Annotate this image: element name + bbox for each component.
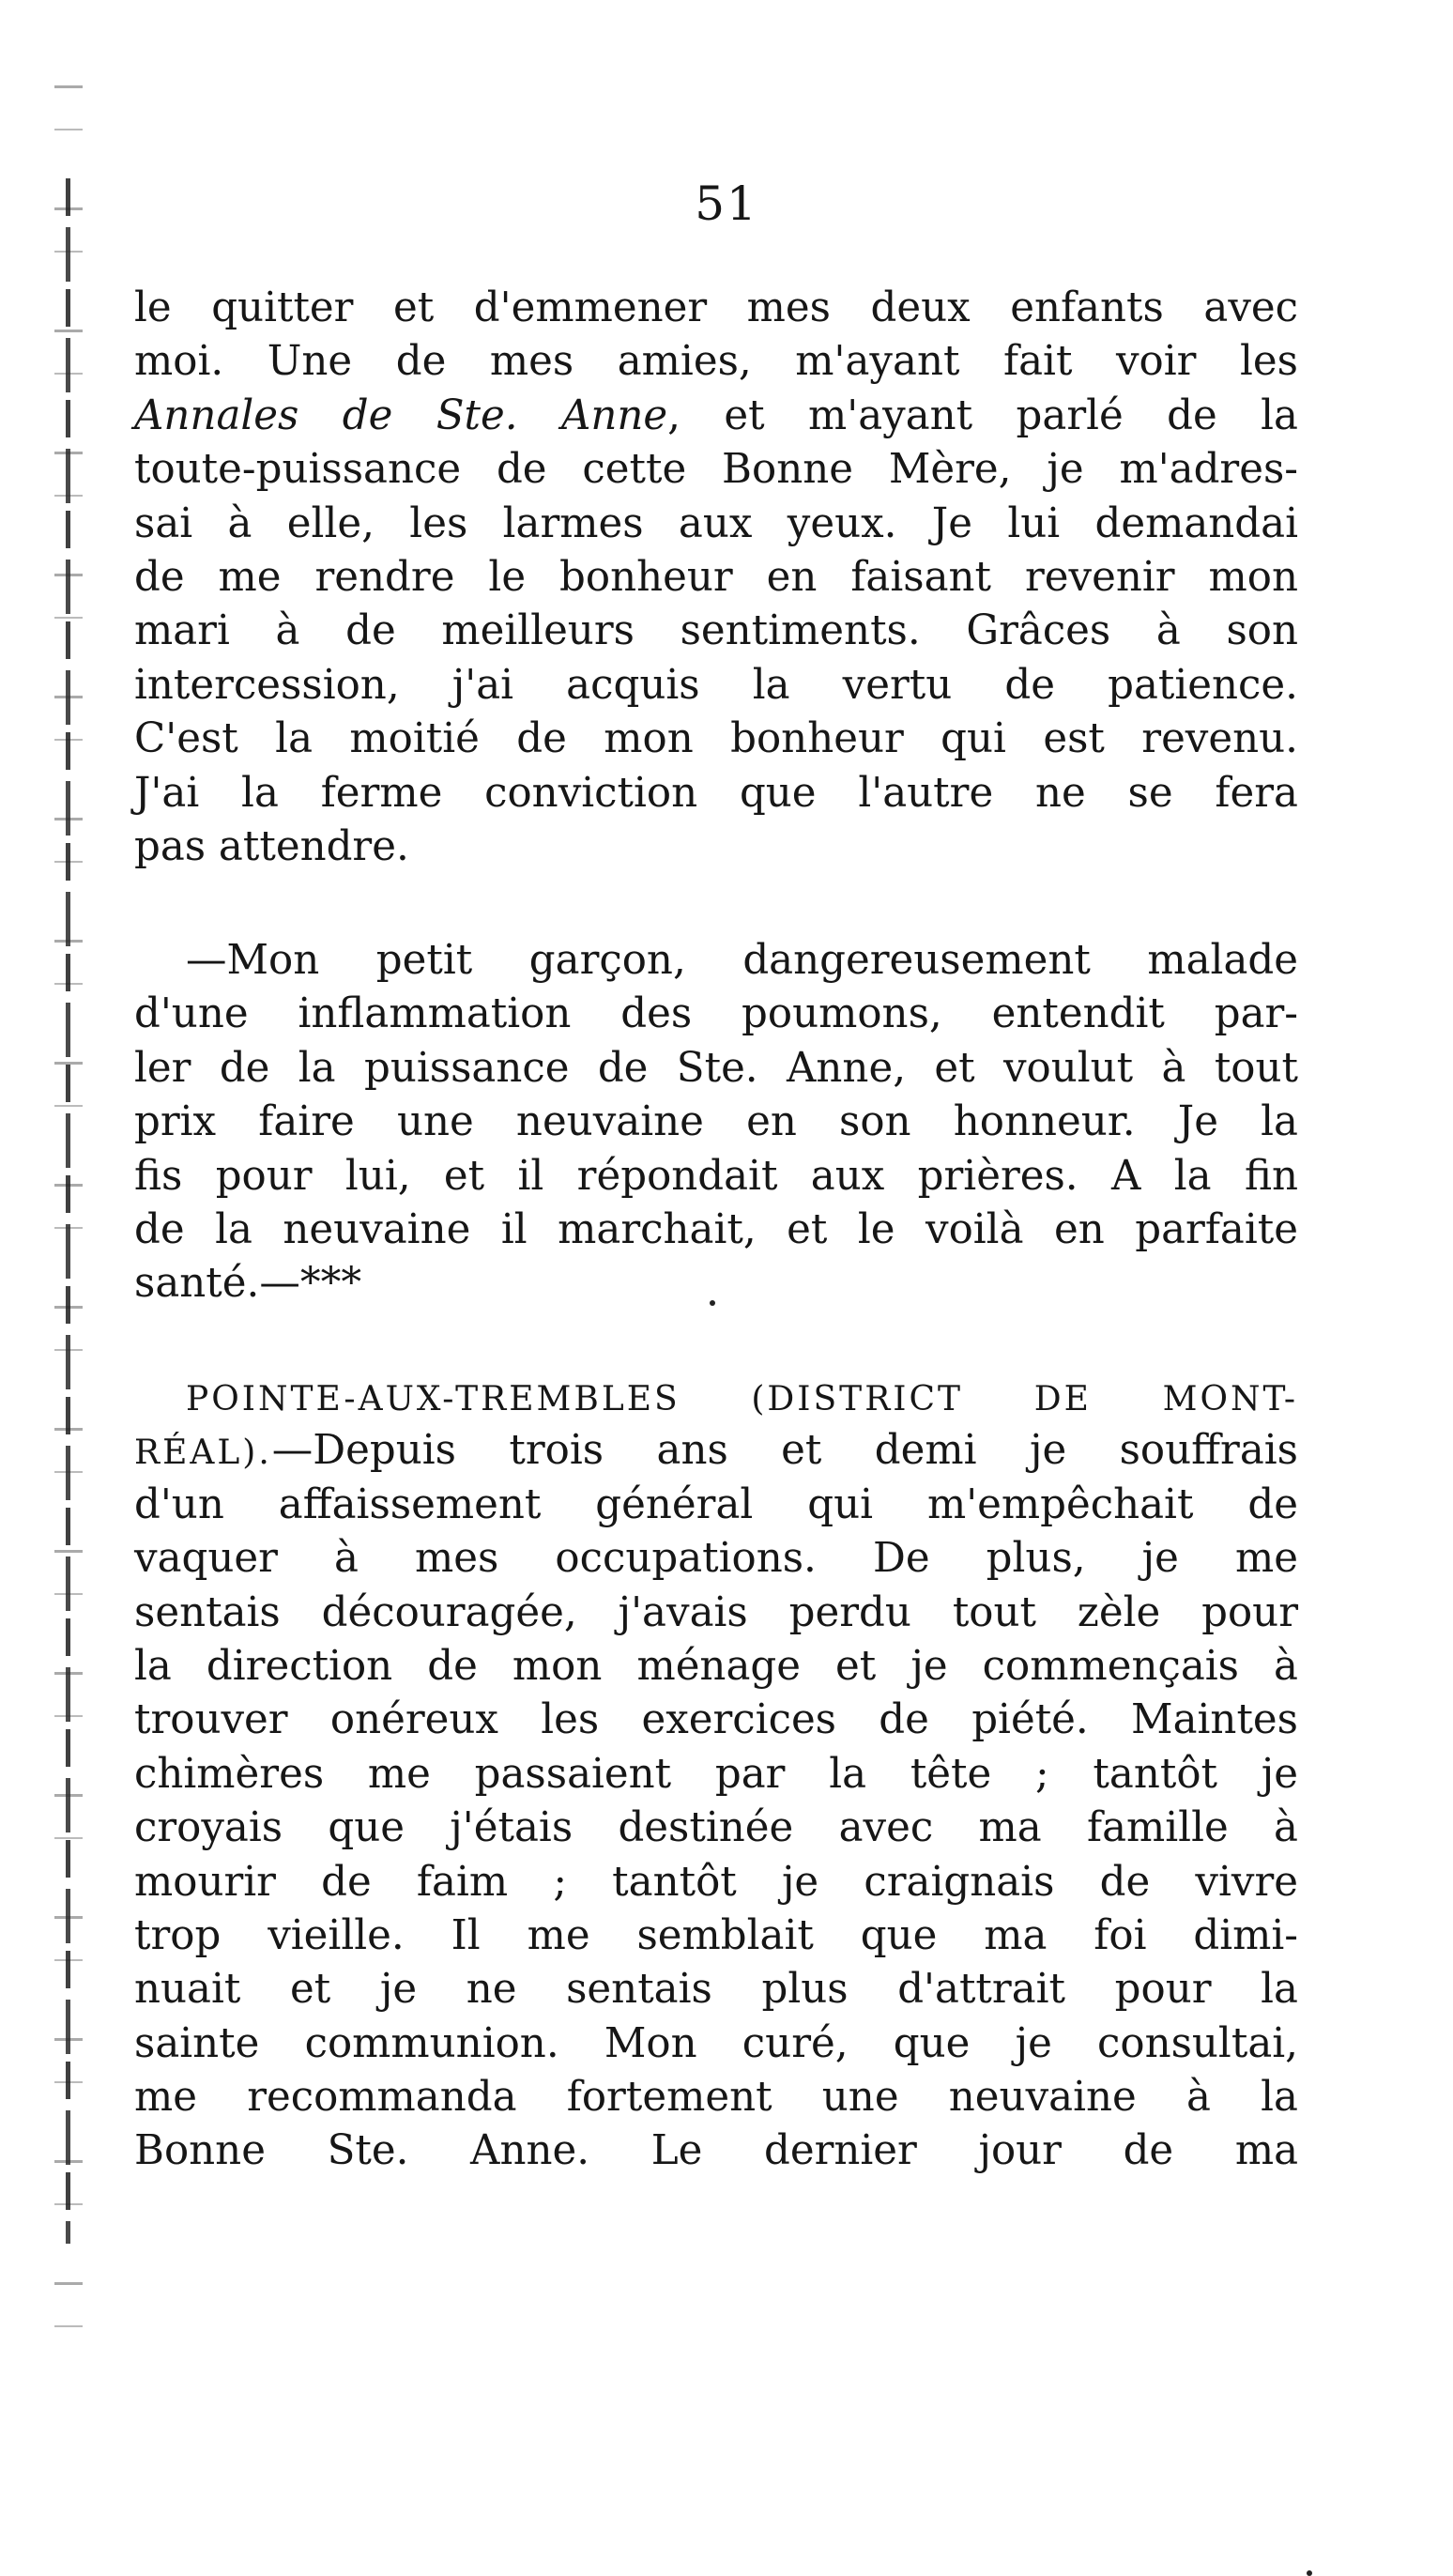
text-run: —Depuis trois ans et demi je souffrais bbox=[271, 1427, 1298, 1475]
text-line: sentais découragée, j'avais perdu tout zèle pour bbox=[134, 1588, 1298, 1636]
text-line: me recommanda fortement une neuvaine à la bbox=[134, 2074, 1298, 2122]
italic-title: Annales de Ste. Anne, et m'ayant parlé de la bbox=[134, 391, 1298, 439]
place-heading-cont: RÉAL). bbox=[134, 1434, 272, 1473]
text-line: moi. Une de mes amies, m'ayant fait voir les bbox=[134, 338, 1298, 386]
text-line: d'un affaissement général qui m'empêchait de bbox=[134, 1480, 1298, 1528]
ink-speck bbox=[710, 1300, 715, 1306]
text-line: toute-puissance de cette Bonne Mère, je m'adres- bbox=[134, 446, 1298, 494]
text-line bbox=[134, 390, 1298, 443]
text-line: de la neuvaine il marchait, et le voilà en parfaite bbox=[134, 1205, 1298, 1253]
text-line: nuait et je ne sentais plus d'attrait pour la bbox=[134, 1966, 1298, 2014]
text-line: d'une inflammation des poumons, entendit par- bbox=[134, 990, 1298, 1038]
text-line: J'ai la ferme conviction que l'autre ne se fera bbox=[134, 769, 1298, 817]
text-line bbox=[134, 1371, 1298, 1424]
text-line: fis pour lui, et il répondait aux prières. A la fin bbox=[134, 1152, 1298, 1200]
page-number: 51 bbox=[695, 176, 758, 231]
text-line: —Mon petit garçon, dangereusement malade bbox=[186, 937, 1298, 984]
text-line: pas attendre. bbox=[134, 822, 409, 870]
text-line: de me rendre le bonheur en faisant revenir mon bbox=[134, 553, 1298, 601]
text-line: sai à elle, les larmes aux yeux. Je lui demandai bbox=[134, 499, 1298, 547]
place-heading: POINTE-AUX-TREMBLES (DISTRICT DE MONT- bbox=[186, 1380, 1298, 1418]
text-line: intercession, j'ai acquis la vertu de patience. bbox=[134, 661, 1298, 709]
text-line: croyais que j'étais destinée avec ma famille à bbox=[134, 1804, 1298, 1852]
paragraph-3 bbox=[134, 1371, 1298, 2179]
text-line: prix faire une neuvaine en son honneur. Je la bbox=[134, 1098, 1298, 1146]
text-line: vaquer à mes occupations. De plus, je me bbox=[134, 1535, 1298, 1583]
text-line: mari à de meilleurs sentiments. Grâces à son bbox=[134, 607, 1298, 655]
text-line: trop vieille. Il me semblait que ma foi dimi- bbox=[134, 1911, 1298, 1959]
text-line: sainte communion. Mon curé, que je consultai, bbox=[134, 2019, 1298, 2067]
text-line: santé.—*** bbox=[134, 1260, 362, 1308]
text-line: mourir de faim ; tantôt je craignais de vivre bbox=[134, 1858, 1298, 1906]
paragraph-2 bbox=[134, 934, 1298, 1311]
text-line: C'est la moitié de mon bonheur qui est revenu. bbox=[134, 715, 1298, 763]
text-line: chimères me passaient par la tête ; tantôt je bbox=[134, 1750, 1298, 1798]
binding-edge bbox=[66, 178, 70, 2244]
paragraph-1 bbox=[134, 282, 1298, 874]
text-line: le quitter et d'emmener mes deux enfants avec bbox=[134, 284, 1298, 331]
text-line: trouver onéreux les exercices de piété. Maintes bbox=[134, 1696, 1298, 1744]
text-line bbox=[134, 1424, 1298, 1478]
text-line: ler de la puissance de Ste. Anne, et voulut à tout bbox=[134, 1044, 1298, 1092]
text-line: Bonne Ste. Anne. Le dernier jour de ma bbox=[134, 2127, 1298, 2175]
ink-speck bbox=[1307, 2570, 1312, 2576]
journal-title: Annales de Ste. Anne bbox=[134, 391, 668, 439]
text-line: la direction de mon ménage et je commençais à bbox=[134, 1642, 1298, 1690]
